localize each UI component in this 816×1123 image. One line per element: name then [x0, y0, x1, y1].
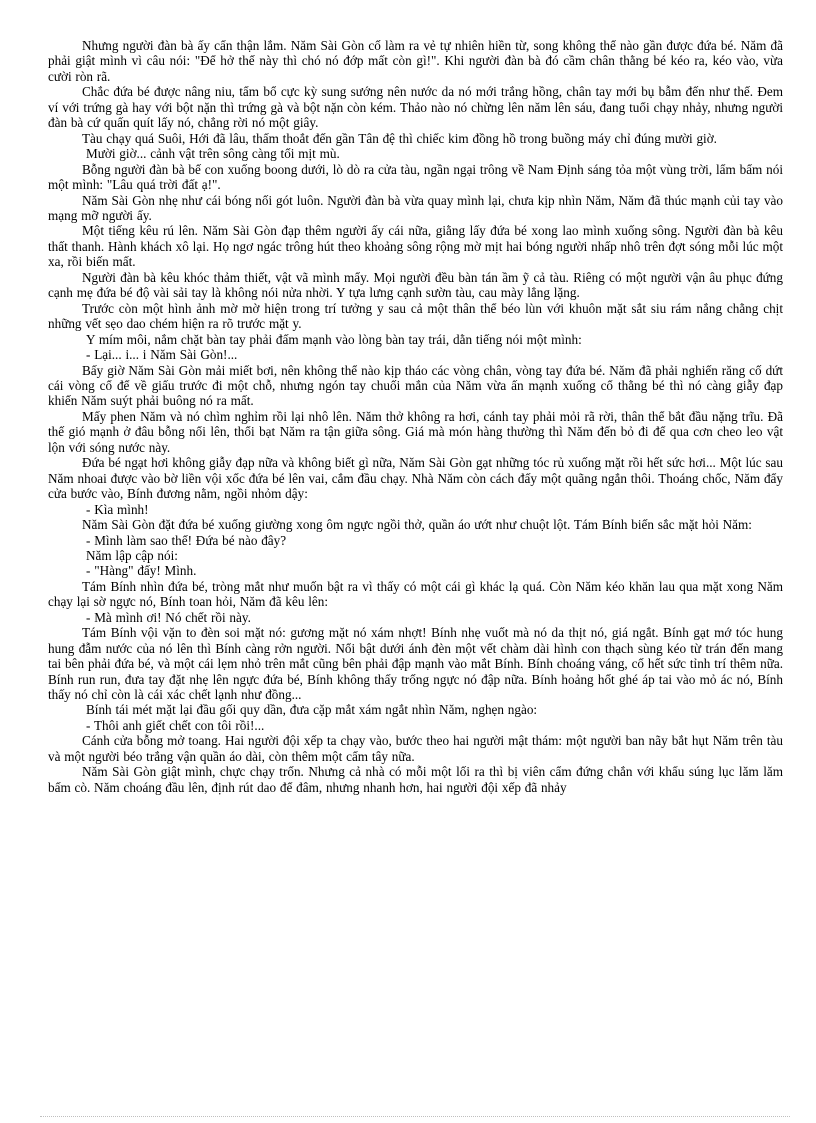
- paragraph: Đứa bé ngạt hơi không giẫy đạp nữa và không biết gì nữa, Năm Sài Gòn gạt những tóc rủ xuống mặt rồi hết sức hơi... Một lúc sau Năm nhoai được vào bờ liền vội xốc đứa bé lên vai, cắm đầu chạy. Nhà Năm còn cách đấy một quãng ngắn thôi. Thoáng chốc, Năm đẩy cửa bước vào, Bính đương nằm, ngồi nhỏm dậy:: [48, 455, 783, 502]
- dialogue-line: - Mình làm sao thế! Đứa bé nào đây?: [86, 532, 287, 548]
- body-text: [48, 38, 783, 795]
- paragraph: Một tiếng kêu rú lên. Năm Sài Gòn đạp thêm người ấy cái nữa, giằng lấy đứa bé xong lao mình xuống sông. Người đàn bà kêu thất thanh. Hành khách xô lại. Họ ngơ ngác trông hút theo khoảng sông rộng mờ mịt hai bóng người nhấp nhô trên đợt sóng mỗi lúc một xa, rồi biến mất.: [48, 223, 783, 270]
- paragraph: Chắc đứa bé được nâng niu, tẩm bổ cực kỳ sung sướng nên nước da nó mới trắng hồng, chân tay mới bụ bẫm đến như thế. Đem ví với trứng gà hay với bột nặn thì trứng gà và bột nặn còn kém. Thảo nào nó chừng lên năm lên sáu, đang tuổi chạy nhảy, nhưng người đàn bà cứ quấn quít lấy nó, chẳng rời nó một giây.: [48, 84, 783, 131]
- paragraph: Tám Bính nhìn đứa bé, tròng mắt như muốn bật ra vì thấy có một cái gì khác lạ quá. Còn Năm kéo khăn lau qua mặt xong Năm chạy lại sờ ngực nó, Bính toan hỏi, Năm đã kêu lên:: [48, 578, 783, 610]
- paragraph: Nhưng người đàn bà ấy cẩn thận lắm. Năm Sài Gòn cố làm ra vẻ tự nhiên hiền từ, song không thể nào gần được đứa bé. Năm đã phải giật mình vì câu nói: "Để hở thế này thì chó nó đớp mất còn gì!". Khi người đàn bà đó cầm chân thằng bé kéo ra, kéo vào, vừa cười ròn rã.: [48, 38, 783, 84]
- paragraph: Mười giờ... cảnh vật trên sông càng tối mịt mù.: [86, 146, 340, 162]
- paragraph: Cánh cửa bỗng mở toang. Hai người đội xếp ta chạy vào, bước theo hai người mật thám: một người ban nãy bắt hụt Năm trên tàu và một người béo trắng vận quần áo dài, còn thêm một cẩm tây nữa.: [48, 733, 783, 764]
- paragraph: Tàu chạy quá Suôi, Hới đã lâu, thấm thoắt đến gần Tân đệ thì chiếc kim đồng hồ trong buồng máy chỉ đúng mười giờ.: [82, 130, 717, 146]
- paragraph: Người đàn bà kêu khóc thảm thiết, vật vã mình mẩy. Mọi người đều bàn tán ầm ỹ cả tàu. Riêng có một người vận âu phục đứng cạnh mẹ đứa bé độ vài sải tay là không nói nửa nhời. Y tựa lưng cạnh sườn tàu, cau mày lẳng lặng.: [48, 269, 783, 301]
- paragraph: Năm Sài Gòn giật mình, chực chạy trốn. Nhưng cả nhà có mỗi một lối ra thì bị viên cẩm đứng chắn với khẩu súng lục lăm lăm bấm cò. Năm choáng đầu lên, định rút dao để đâm, nhưng nhanh hơn, hai người đội xếp đã nhảy: [48, 764, 783, 795]
- paragraph: Trước còn một hình ảnh mờ mờ hiện trong trí tưởng y sau cả một thân thể béo lùn với khuôn mặt sắt siu rám nắng chằng chịt những vết sẹo dao chém hiện ra rõ trước mặt y.: [48, 300, 783, 332]
- dialogue-line: - Lại... i... i Năm Sài Gòn!...: [86, 347, 238, 363]
- paragraph: Tám Bính vội vặn to đèn soi mặt nó: gương mặt nó xám nhợt! Bính nhẹ vuốt mà nó da thịt nó, giá ngắt. Bính gạt mớ tóc hung hung đẫm nước của nó lên thì Bính càng rởn người. Nổi bật dưới ánh đèn một vết chàm dài hình con thạch sùng kéo từ trán đến mang tai bên phải đứa bé, và một cái lẹm nhỏ trên mắt cũng bên phải đập mạnh vào mắt Bính. Bính choáng váng, cố hết sức tỉnh trí thêm nữa. Bính run run, đưa tay đặt nhẹ lên ngực đứa bé, Bính không thấy trống ngực nó đập nữa. Bính hoảng hốt ghé áp tai vào mỏ ác nó, Bính thấy nó chỉ còn là cái xác chết lạnh như đồng...: [48, 625, 783, 703]
- dialogue-line: - "Hàng" đấy! Mình.: [86, 563, 197, 579]
- dialogue-line: - Thôi anh giết chết con tôi rồi!...: [86, 717, 265, 733]
- paragraph: Bỗng người đàn bà bế con xuống boong dưới, lò dò ra cửa tàu, ngần ngại trông về Nam Định sáng tỏa một vùng trời, lẩm bẩm nói một mình: "Lâu quá trời đất ạ!".: [48, 161, 783, 193]
- paragraph: Bấy giờ Năm Sài Gòn mải miết bơi, nên không thể nào kịp tháo các vòng chân, vòng tay đứa bé. Năm đã phải nghiến răng cố dứt cái vòng cổ để về giấu trước đi một chỗ, nhưng ngón tay chuối mắn của Năm vừa ấn mạnh xuống cổ thằng bé thì nó càng giẫy đạp khiến Năm suýt phải buông nó ra mất.: [48, 362, 783, 409]
- paragraph: Mấy phen Năm và nó chìm nghỉm rồi lại nhô lên. Năm thở không ra hơi, cánh tay phải mỏi rã rời, thân thể bắt đầu nặng trĩu. Đã thế gió mạnh ở đâu bỗng nổi lên, thổi bạt Năm ra tận giữa sông. Giá mà món hàng thường thì Năm đến bỏ đi để qua cơn cheo leo vật lộn với sóng nước này.: [48, 408, 783, 455]
- paragraph: Năm Sài Gòn đặt đứa bé xuống giường xong ôm ngực ngồi thở, quần áo ướt như chuột lột. Tám Bính biến sắc mặt hỏi Năm:: [82, 517, 752, 533]
- paragraph: Năm Sài Gòn nhẹ như cái bóng nối gót luôn. Người đàn bà vừa quay mình lại, chưa kịp nhìn Năm, Năm đã thúc mạnh củi tay vào mạng mỡ người ấy.: [48, 192, 783, 223]
- dialogue-line: - Kìa mình!: [86, 501, 149, 517]
- dialogue-line: - Mà mình ơi! Nó chết rồi này.: [86, 609, 251, 625]
- paragraph: Năm lập cập nói:: [86, 547, 178, 563]
- paragraph: Bính tái mét mặt lại đầu gối quy dần, đưa cặp mắt xám ngắt nhìn Năm, nghẹn ngào:: [86, 702, 538, 718]
- page-bottom-divider: [40, 1116, 790, 1117]
- paragraph: Y mím môi, nắm chặt bàn tay phải đấm mạnh vào lòng bàn tay trái, dằn tiếng nói một mình:: [86, 331, 582, 347]
